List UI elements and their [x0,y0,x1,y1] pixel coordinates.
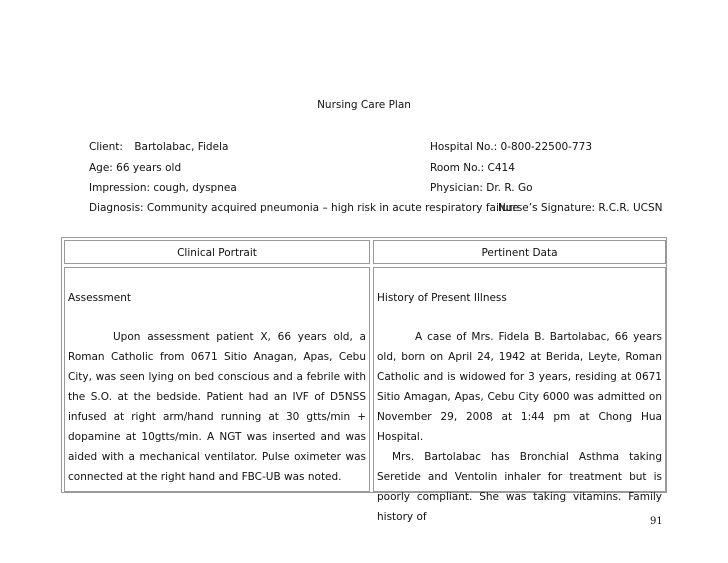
table-header-pertinent-data [373,240,666,264]
nurse-signature-field: Nurse’s Signature: R.C.R. UCSN [498,202,663,214]
assessment-heading: Assessment [68,292,131,304]
diagnosis-field: Diagnosis: Community acquired pneumonia – high risk in acute respiratory failure [89,202,519,214]
table-header-clinical-portrait [64,240,370,264]
header-label: Clinical Portrait [177,247,257,259]
client-line [89,141,228,153]
history-text-block [377,327,662,527]
history-heading: History of Present Illness [377,292,507,304]
impression-field: Impression: cough, dyspnea [89,182,237,194]
assessment-text-block [68,327,366,487]
client-value: Bartolabac, Fidela [134,141,229,153]
header-label: Pertinent Data [481,247,558,259]
age-field: Age: 66 years old [89,162,182,174]
room-no-field: Room No.: C414 [430,162,515,174]
client-label: Client: [89,141,123,153]
document-title: Nursing Care Plan [317,99,411,111]
hospital-no-field: Hospital No.: 0-800-22500-773 [430,141,593,153]
history-paragraph-1: A case of Mrs. Fidela B. Bartolabac, 66 years old, born on April 24, 1942 at Berida, Leyte, Roman Catholic and is widowed for 3 years, residing at 0671 Sitio Amagan, Apas, Cebu City 6000 was admitted on November 29, 2008 at 1:44 pm at Chong Hua Hospital. [377,331,662,443]
assessment-paragraph: Upon assessment patient X, 66 years old, a Roman Catholic from 0671 Sitio Anagan, Apas, Cebu City, was seen lying on bed conscious and a febrile with the S.O. at the bedside. Patient had an IVF of D5NSS infused at right arm/hand running at 30 gtts/min + dopamine at 10gtts/min. A NGT was inserted and was aided with a mechanical ventilator. Pulse oximeter was connected at the right hand and FBC-UB was noted. [68,331,366,483]
assessment-cell [64,267,370,492]
page-number: 91 [650,516,663,527]
history-paragraph-2: Mrs. Bartolabac has Bronchial Asthma taking Seretide and Ventolin inhaler for treatment but is poorly compliant. She was taking vitamins. Family history of [377,451,662,523]
physician-field: Physician: Dr. R. Go [430,182,533,194]
